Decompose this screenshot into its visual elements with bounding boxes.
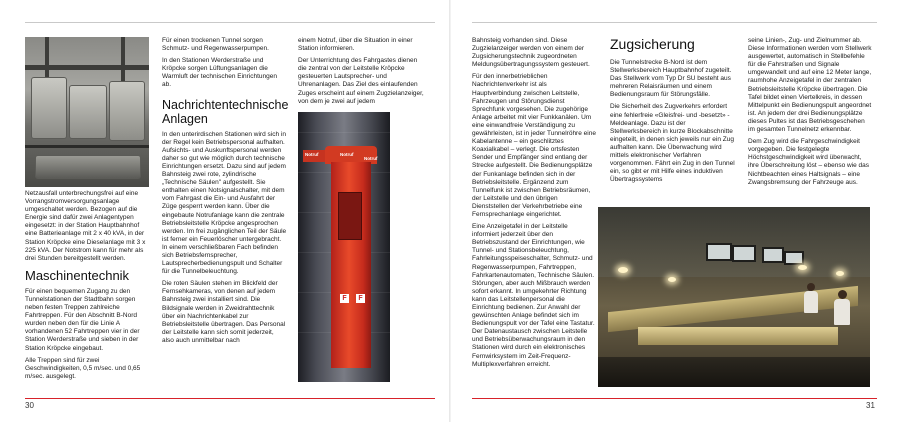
- paragraph: In den unterirdischen Stationen wird sich in der Regel kein Betriebspersonal aufhalten. Aufsichts- und Auskunftspersonal werden daher so gut wie möglich durch technische Einrichtungen ersetzt. Dazu sind auf jedem Bahnsteig zwei rote, zylindrische „Technische Säulen" aufgestellt. Sie enthalten einen Notsignalschalter, mit dem vom Fahrgast die Ein- und Ausfahrt der Züge gesperrt werden kann. Über die eingebaute Notrufanlage kann die zentrale Betriebsleitstelle Kröpcke angesprochen werden. Im frei zugänglichen Teil der Säule ist ferner ein Feuerlöscher untergebracht. In einem verschließbaren Fach befinden sich Betriebsfernsprecher, Lautsprecherbedienungspult und Schalter für die Tunnelbeleuchtung.: [162, 130, 287, 276]
- paragraph: Die Sicherheit des Zugverkehrs erfordert eine fehlerfreie «Gleisfrei- und -besetzt» -Meldeanlage. Dazu ist der Stellwerksbereich in kurze Blockabschnitte eingeteilt, in denen sich jeweils nur ein Zug aufhalten kann. Die Überwachung wird mittels elektronischer Verfahren vorgenommen. Fährt ein Zug in den Tunnel ein, so gibt er mit Hilfe eines induktiven Übertragssystems: [610, 103, 735, 184]
- right-column-2: [610, 37, 736, 188]
- paragraph: Für einen trockenen Tunnel sorgen Schmutz- und Regenwasserpumpen.: [162, 37, 269, 53]
- top-rule: [25, 22, 435, 23]
- bottom-rule: [25, 398, 435, 399]
- paragraph: Für den innerbetrieblichen Nachrichtenverkehr ist als Hauptverbindung zwischen Leitstelle, Fahrzeugen und Störungsdienst Sprechfunk vorgesehen. Die zugehörige Anlage arbeitet mit vier Funkkanälen. Um eine einwandfreie Verständigung zu gewährleisten, ist in jeder Tunnelröhre eine Kabelantenne – ein geschlitztes Koaxialkabel – verlegt. Die ortsfesten Sender und Empfänger sind entlang der Strecke aufgestellt. Die Bedienungsplätze der Funkanlage befinden sich in der Betriebsleitstelle. Ergänzend zum Tunnelfunk ist zwischen Betriebsräumen, der Leitstelle und den übrigen Dienststellen der Verkehrbetriebe eine Fernsprechanlage eingerichtet.: [472, 73, 596, 218]
- heading-maschinentechnik: Maschinentechnik: [25, 267, 130, 283]
- paragraph: Für einen bequemen Zugang zu den Tunnelstationen der Stadtbahn sorgen neben festen Treppen zahlreiche Fahrtreppen. Für den Abschnitt B-Nord wurden neben den für die Linie A vorhandenen 52 Fahrtreppen vier in der Station Werderstraße und sieben in der Station Kröpcke eingebaut.: [25, 287, 140, 352]
- machinery-photo: [25, 37, 149, 187]
- paragraph: einem Notruf, über die Situation in einer Station informieren.: [298, 37, 413, 53]
- fire-extinguisher-badge: F: [356, 294, 365, 303]
- paragraph: Bahnsteig vorhanden sind. Diese Zugzielanzeiger werden von einem der Zugsicherungstechnik zugeordneten Meldungsübertragungssystem gesteuert.: [472, 37, 590, 69]
- left-column-2: [162, 37, 287, 349]
- emergency-column-photo: [298, 112, 390, 382]
- paragraph: Die Tunnelstrecke B-Nord ist dem Stellwerksbereich Hauptbahnhof zugeteilt. Das Stellwerk vom Typ Dr SU besteht aus mehreren Relaisräumen und einem Bedienungsraum für Störungsfälle.: [610, 59, 732, 99]
- heading-zugsicherung: Zugsicherung: [610, 36, 695, 52]
- paragraph: Alle Treppen sind für zwei Geschwindigkeiten, 0,5 m/sec. und 0,65 m/sec. ausgelegt.: [25, 356, 141, 380]
- notruf-sign-right: Notruf: [364, 156, 378, 161]
- left-column-1: [25, 190, 149, 385]
- paragraph: Dem Zug wird die Fahrgeschwindigkeit vorgegeben. Die festgelegte Höchstgeschwindigkeit wird überwacht, ihre Überschreitung löst – ebenso wie das Nichtbeachten eines Haltsignals – eine Zwangsbremsung der Fahrzeuge aus.: [748, 138, 870, 186]
- page-number-right: 31: [866, 401, 875, 410]
- right-column-3: [748, 37, 872, 191]
- paragraph: Der Unterrichtung des Fahrgastes dienen die zentral von der Leitstelle Kröpcke gesteuerten Lautsprecher- und Uhrenanlagen. Das Ziel des einlaufenden Zuges erscheint auf einem Zugzielanzeiger, von dem je zwei auf jedem: [298, 57, 424, 105]
- paragraph: Eine Anzeigetafel in der Leitstelle informiert jederzeit über den Betriebszustand der Einrichtungen, wie Tunnel- und Stationsbeleuchtung, Fahrleitungsspeiseschalter, Schmutz- und Regenwasserpumpen, Fahrtreppen, Fahrkartenautomaten, Technische Säulen. Störungen, aber auch Mißbrauch werden sofort erkannt. In umgekehrter Richtung kann das Leitstellenpersonal die Einrichtung bedienen. Zur Anwahl der gewünschten Anlage befindet sich im Bedienungspult vor der Tafel eine Tastatur. Der Datenaustausch zwischen Leitstelle und Betriebsüberwachungsraum in den Stationen wird durch ein elektronisches Fernwirksystem im Zeit-Frequenz-Multiplexverfahren erreicht.: [472, 223, 595, 368]
- notruf-sign-mid: Notruf: [340, 152, 354, 157]
- bottom-rule: [472, 398, 877, 399]
- notruf-sign-left: Notruf: [305, 152, 319, 157]
- top-rule: [472, 22, 877, 23]
- right-column-1: [472, 37, 596, 373]
- paragraph: Die roten Säulen stehen im Blickfeld der Fernsehkameras, von denen auf jedem Bahnsteig zwei installiert sind. Die Bildsignale werden in Zweidrahttechnik über ein Nachrichtenkabel zur Betriebsleitstelle übertragen. Das Personal der Leitstelle kann sich somit jederzeit, also auch unmittelbar nach: [162, 280, 286, 344]
- left-column-3: [298, 37, 426, 110]
- fire-extinguisher-badge: F: [340, 294, 349, 303]
- paragraph: seine Linien-, Zug- und Zielnummer ab. Diese Informationen werden vom Stellwerk ausgewertet, automatisch in Stellbefehle für die Fahrstraßen und Signale umgewandelt und auf eine 12 Meter lange, raumhohe Anzeigetafel in der zentralen Betriebsleitstelle Kröpcke übertragen. Die Tafel bildet einen Viertelkreis, in dessen Mittelpunkt ein Bedienungspult angeordnet ist. An jedem der drei Bedienungsplätze dieses Pultes ist das Betriebsgeschehen im gesamten Tunnelnetz erkennbar.: [748, 37, 872, 134]
- photo-caption: Netzausfall unterbrechungsfrei auf eine Vorrangstromversorgungsanlage umgeschaltet werden. Bezogen auf die Energie sind dafür zwei Anlagentypen eingesetzt: in der Station Hauptbahnhof eine Batterieanlage mit 2 x 40 kVA, in der Station Kröpcke eine Dieselanlage mit 3 x 225 kVA. Der Notstrom kann für mehr als drei Stunden bereitgestellt werden.: [25, 190, 146, 262]
- page-number-left: 30: [25, 401, 34, 410]
- paragraph: In den Stationen Werderstraße und Kröpcke sorgen Lüftungsanlagen die Warmluft der technischen Einrichtungen ab.: [162, 57, 278, 89]
- control-room-photo: [598, 207, 870, 387]
- heading-nachrichtentechnische-anlagen: Nachrichtentechnische Anlagen: [162, 97, 289, 126]
